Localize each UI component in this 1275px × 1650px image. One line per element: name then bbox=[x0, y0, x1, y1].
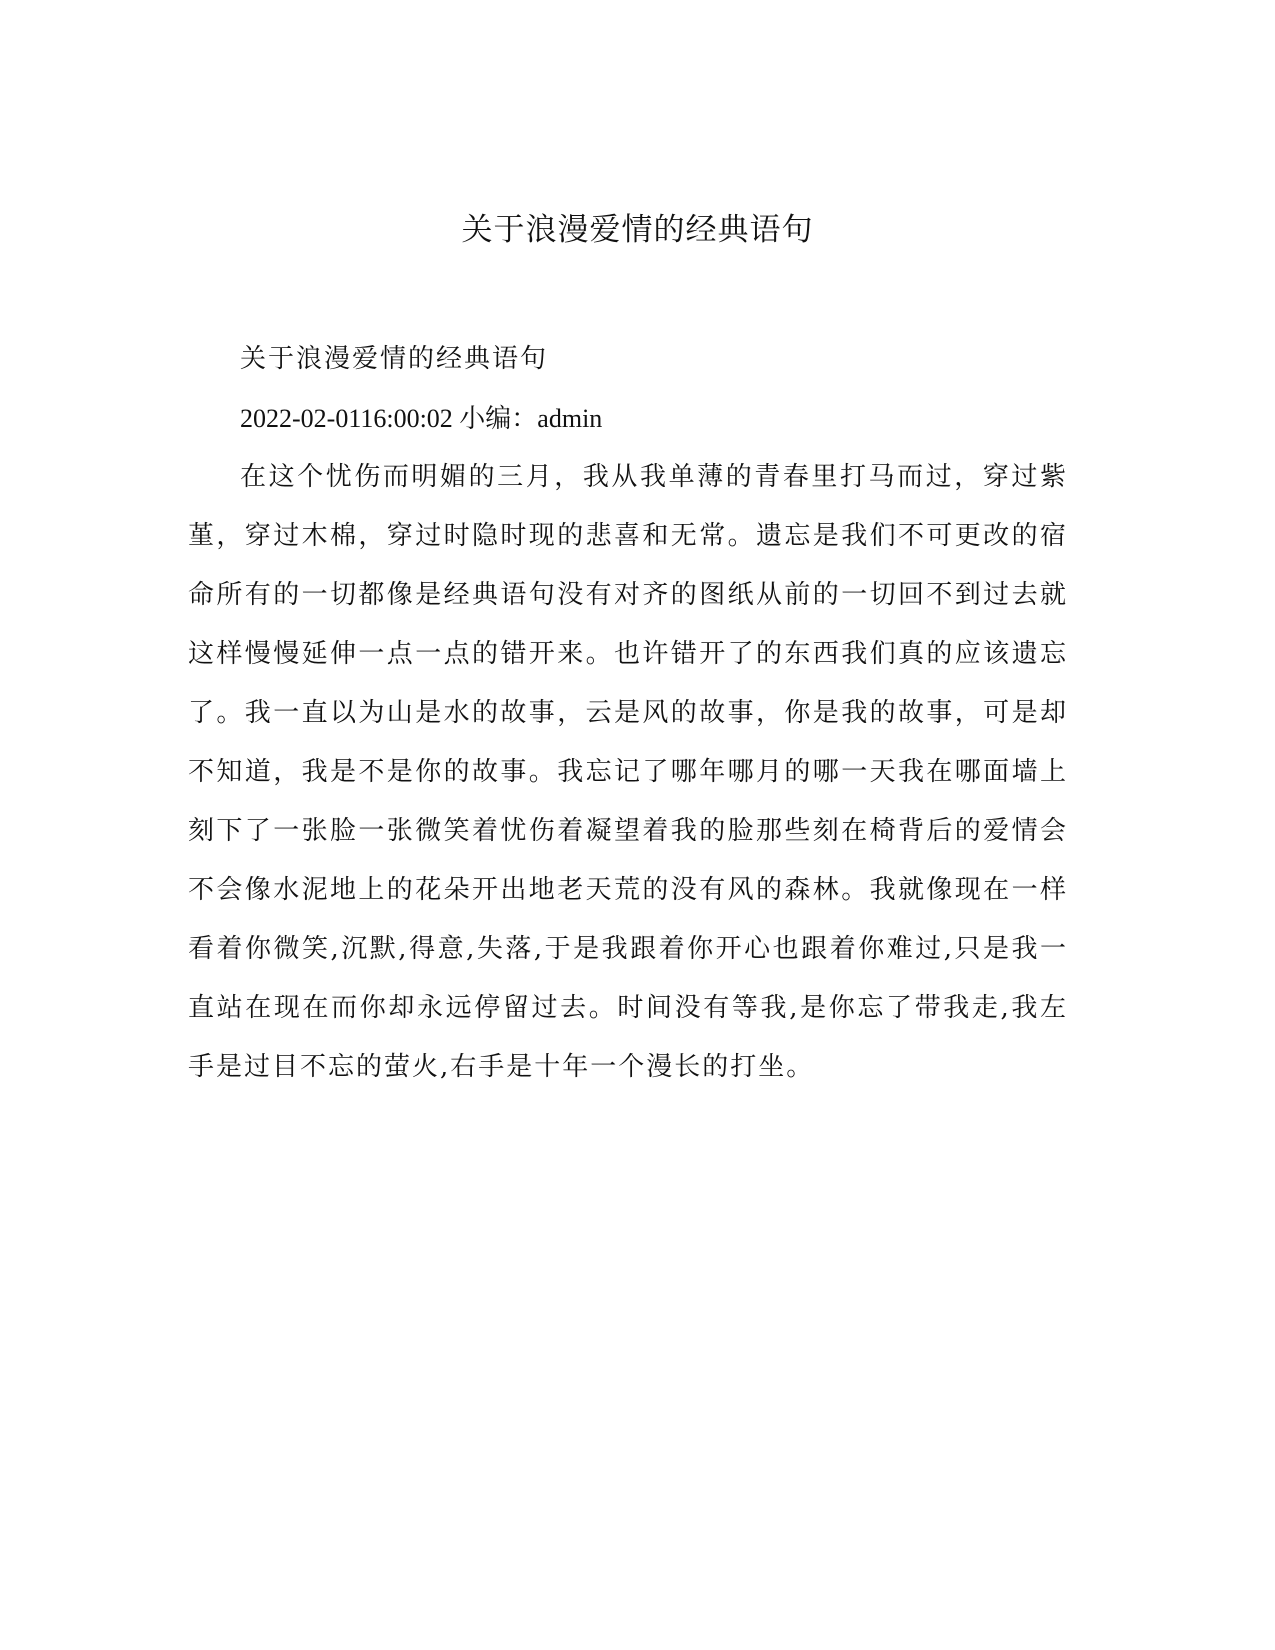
document-body bbox=[188, 330, 1068, 1097]
body-paragraph: 在这个忧伤而明媚的三月，我从我单薄的青春里打马而过，穿过紫堇，穿过木棉，穿过时隐时现的悲喜和无常。遗忘是我们不可更改的宿命所有的一切都像是经典语句没有对齐的图纸从前的一切回不到过去就这样慢慢延伸一点一点的错开来。也许错开了的东西我们真的应该遗忘了。我一直以为山是水的故事，云是风的故事，你是我的故事，可是却不知道，我是不是你的故事。我忘记了哪年哪月的哪一天我在哪面墙上刻下了一张脸一张微笑着忧伤着凝望着我的脸那些刻在椅背后的爱情会不会像水泥地上的花朵开出地老天荒的没有风的森林。我就像现在一样看着你微笑,沉默,得意,失落,于是我跟着你开心也跟着你难过,只是我一直站在现在而你却永远停留过去。时间没有等我,是你忘了带我走,我左手是过目不忘的萤火,右手是十年一个漫长的打坐。 bbox=[188, 462, 1068, 1082]
document-subtitle: 关于浪漫爱情的经典语句 bbox=[240, 344, 549, 374]
document-title: 关于浪漫爱情的经典语句 bbox=[461, 212, 814, 248]
publish-meta: 2022-02-0116:00:02 小编：admin bbox=[240, 404, 603, 433]
